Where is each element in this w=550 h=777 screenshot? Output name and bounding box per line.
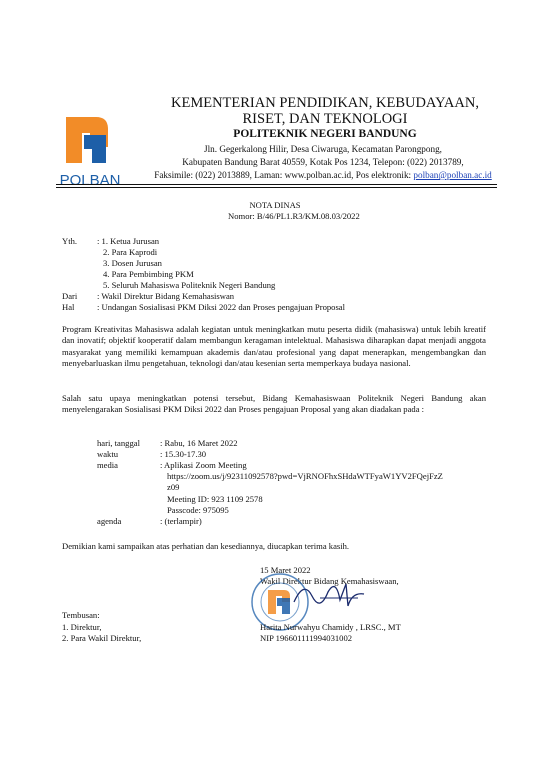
detail-value: : (terlampir)	[160, 516, 202, 526]
header-rule	[56, 184, 497, 185]
signature-date: 15 Maret 2022	[260, 565, 311, 575]
address-line-3-text: Faksimile: (022) 2013889, Laman: www.polban.ac.id, Pos elektronik:	[154, 170, 414, 180]
from-label: Dari	[62, 291, 78, 301]
detail-value: : Rabu, 16 Maret 2022	[160, 438, 238, 448]
subject-value: : Undangan Sosialisasi PKM Diksi 2022 dan Proses pengajuan Proposal	[97, 302, 346, 312]
ministry-line-1: KEMENTERIAN PENDIDIKAN, KEBUDAYAAN,	[171, 95, 479, 111]
polban-logo	[56, 113, 124, 191]
detail-label: media	[97, 460, 118, 470]
zoom-link-cont: z09	[167, 482, 180, 492]
signer-name: Harita Nurwahyu Chamidy , LRSC., MT	[260, 622, 401, 632]
address-line-1: Jln. Gegerkalong Hilir, Desa Ciwaruga, Kecamatan Parongpong,	[204, 144, 442, 154]
signature-position: Wakil Direktur Bidang Kemahasiswaan,	[260, 576, 399, 586]
body-paragraph-1: Program Kreativitas Mahasiswa adalah kegiatan untuk meningkatkan mutu peserta didik (mahasiswa) untuk lebih kreatif dan inovatif; objektif kooperatif dalam membangun keragaman intelektual. Mahasiswa diharapkan dapat menjadi anggota masyarakat yang memiliki kemampuan akademis dan/atau profesional yang dapat menerapkan, mengembangkan dan menyebarluaskan ilmu pengetahuan, teknologi dan/atau kesenian serta memperkaya budaya nasional.	[62, 324, 486, 369]
address-line-3	[118, 169, 528, 182]
svg-text:POLBAN: POLBAN	[59, 172, 121, 189]
meeting-id: Meeting ID: 923 1109 2578	[167, 494, 263, 504]
memo-title: NOTA DINAS	[249, 200, 301, 210]
detail-value: : 15.30-17.30	[160, 449, 207, 459]
recipient-item: : 1. Ketua Jurusan	[97, 236, 160, 246]
passcode: Passcode: 975095	[167, 505, 229, 515]
from-value: : Wakil Direktur Bidang Kemahasiswan	[97, 291, 235, 301]
email-link[interactable]: polban@polban.ac.id	[413, 170, 492, 180]
cc-item: 1. Direktur,	[62, 622, 102, 632]
memo-number: Nomor: B/46/PL1.R3/KM.08.03/2022	[228, 211, 360, 221]
detail-label: hari, tanggal	[97, 438, 140, 448]
recipient-item: 2. Para Kaprodi	[103, 247, 158, 257]
handwritten-signature	[290, 572, 370, 617]
closing-sentence: Demikian kami sampaikan atas perhatian dan kesediannya, diucapkan terima kasih.	[62, 541, 350, 551]
cc-item: 2. Para Wakil Direktur,	[62, 633, 142, 643]
header-rule-thin	[56, 187, 497, 188]
detail-value: : Aplikasi Zoom Meeting	[160, 460, 247, 470]
body-paragraph-2: Salah satu upaya meningkatkan potensi tersebut, Bidang Kemahasiswaan Politeknik Negeri Bandung akan menyelengarakan Sosialisasi PKM Diksi 2022 dan Proses pengajuan Proposal yang akan diadakan pada :	[62, 393, 486, 415]
detail-label: waktu	[97, 449, 119, 459]
ministry-line-2: RISET, DAN TEKNOLOGI	[242, 111, 408, 127]
recipient-item: 4. Para Pembimbing PKM	[103, 269, 194, 279]
cc-title: Tembusan:	[62, 610, 100, 620]
signer-nip: NIP 196601111994031002	[260, 633, 353, 643]
recipient-item: 5. Seluruh Mahasiswa Politeknik Negeri Bandung	[103, 280, 276, 290]
zoom-link[interactable]: https://zoom.us/j/92311092578?pwd=VjRNOFhxSHdaWTFyaW1YV2FQejFzZ	[167, 471, 443, 481]
institution-name: POLITEKNIK NEGERI BANDUNG	[233, 128, 417, 140]
recipient-item: 3. Dosen Jurusan	[103, 258, 162, 268]
address-line-2: Kabupaten Bandung Barat 40559, Kotak Pos 1234, Telepon: (022) 2013789,	[182, 157, 464, 167]
recipient-label: Yth.	[62, 236, 78, 246]
detail-label: agenda	[97, 516, 122, 526]
subject-label: Hal	[62, 302, 75, 312]
